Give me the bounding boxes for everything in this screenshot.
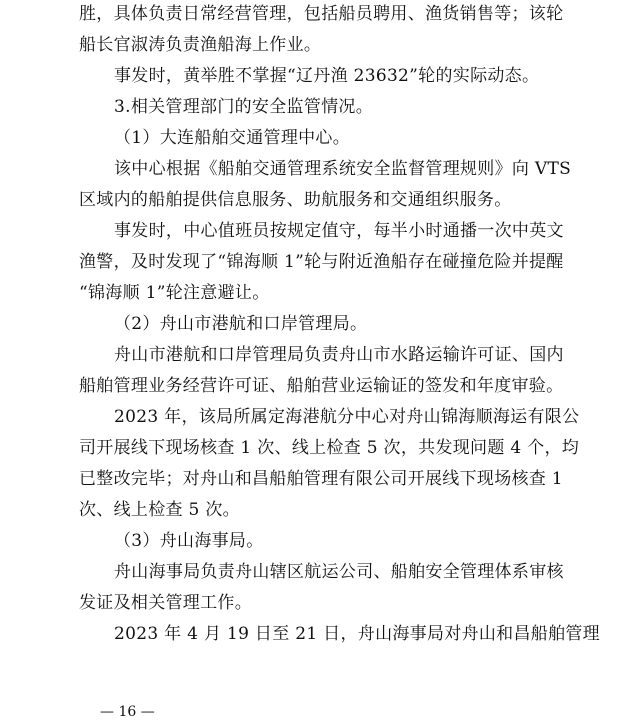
text-line: 已整改完毕；对舟山和昌船舶管理有限公司开展线下现场核查 1 (79, 469, 563, 489)
text-line: 舟山海事局负责舟山辖区航运公司、船舶安全管理体系审核 (114, 562, 564, 582)
text-line: 区域内的船舶提供信息服务、助航服务和交通组织服务。 (79, 190, 512, 210)
text-line: 司开展线下现场核查 1 次、线上检查 5 次，共发现问题 4 个，均 (79, 438, 580, 458)
text-line: “锦海顺 1”轮注意避让。 (79, 283, 270, 303)
text-line: 舟山市港航和口岸管理局负责舟山市水路运输许可证、国内 (114, 345, 564, 365)
text-line: 事发时，黄举胜不掌握“辽丹渔 23632”轮的实际动态。 (114, 66, 540, 86)
subsection-heading: （2）舟山市港航和口岸管理局。 (114, 314, 368, 334)
text-line: 事发时，中心值班员按规定值守，每半小时通播一次中英文 (114, 221, 564, 241)
subsection-heading: （3）舟山海事局。 (114, 531, 264, 551)
text-line: 该中心根据《船舶交通管理系统安全监督管理规则》向 VTS (114, 159, 572, 179)
text-line: 渔警，及时发现了“锦海顺 1”轮与附近渔船存在碰撞危险并提醒 (79, 252, 564, 272)
text-line: 2023 年，该局所属定海港航分中心对舟山锦海顺海运有限公 (114, 407, 580, 427)
text-line: 发证及相关管理工作。 (79, 593, 252, 613)
text-line: 2023 年 4 月 19 日至 21 日，舟山海事局对舟山和昌船舶管理 (114, 624, 600, 644)
page-number: — 16 — (100, 704, 155, 720)
subsection-heading: （1）大连船舶交通管理中心。 (114, 128, 351, 148)
text-line: 船舶管理业务经营许可证、船舶营业运输证的签发和年度审验。 (79, 376, 564, 396)
text-line: 胜，具体负责日常经营管理，包括船员聘用、渔货销售等；该轮 (79, 4, 564, 24)
section-heading: 3.相关管理部门的安全监管情况。 (114, 97, 374, 117)
text-line: 船长官淑涛负责渔船海上作业。 (79, 35, 322, 55)
text-line: 次、线上检查 5 次。 (79, 500, 240, 520)
